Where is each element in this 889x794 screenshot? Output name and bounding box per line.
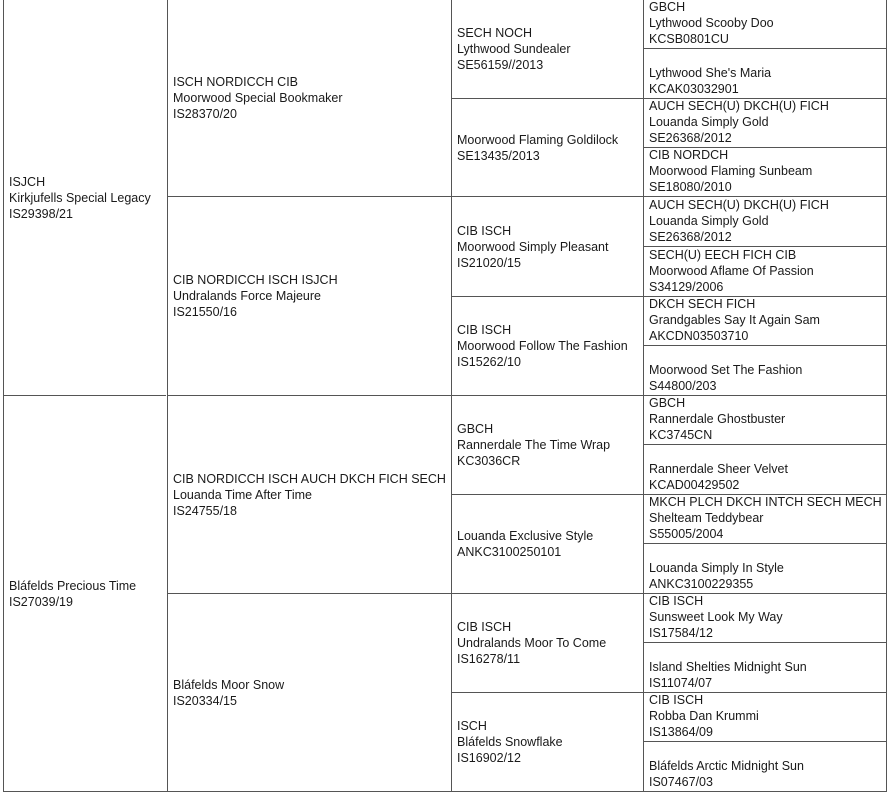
pedigree-cell: [452, 396, 643, 495]
dog-titles: [649, 49, 887, 65]
generation-2-column: [167, 0, 451, 791]
pedigree-cell: [644, 247, 887, 297]
pedigree-cell: [168, 594, 451, 791]
dog-titles: CIB NORDICCH ISCH AUCH DKCH FICH SECH: [173, 471, 446, 486]
dog-name: Louanda Simply In Style: [649, 561, 784, 575]
pedigree-cell: [168, 0, 451, 197]
pedigree-cell: [452, 99, 643, 197]
dog-titles: CIB ISCH: [457, 620, 512, 634]
dog-name: Moorwood Simply Pleasant: [457, 239, 609, 254]
generation-3-column: [451, 0, 643, 791]
dog-titles: SECH NOCH: [457, 26, 533, 40]
dog-name: Louanda Exclusive Style: [457, 529, 594, 543]
dog-registration: KCAK03032901: [649, 82, 739, 96]
dog-name: Lythwood Sundealer: [457, 42, 571, 56]
dog-registration: IS11074/07: [649, 676, 713, 690]
dog-titles: CIB ISCH: [457, 223, 512, 238]
dog-name: Rannerdale Ghostbuster: [649, 412, 786, 426]
pedigree-cell: [644, 148, 887, 197]
dog-titles: DKCH SECH FICH: [649, 297, 756, 311]
dog-name: Undralands Moor To Come: [457, 636, 607, 650]
dog-registration: KC3036CR: [457, 454, 521, 468]
dog-registration: SE56159//2013: [457, 58, 544, 72]
dog-name: Rannerdale Sheer Velvet: [649, 462, 788, 476]
generation-1-column: [4, 0, 166, 791]
dog-titles: AUCH SECH(U) DKCH(U) FICH: [649, 99, 829, 113]
dog-registration: ANKC3100250101: [457, 545, 562, 559]
dog-name: Moorwood Flaming Goldilock: [457, 132, 619, 147]
pedigree-cell: [168, 197, 451, 396]
pedigree-table: [3, 0, 887, 792]
dog-titles: ISCH NORDICCH CIB: [173, 75, 299, 89]
dog-name: Undralands Force Majeure: [173, 289, 321, 303]
dog-titles: CIB ISCH: [457, 323, 512, 337]
pedigree-cell-sire: [4, 0, 166, 396]
pedigree-cell: [644, 445, 887, 495]
dog-titles: MKCH PLCH DKCH INTCH SECH MECH: [649, 495, 882, 509]
dog-titles: CIB NORDCH: [649, 148, 729, 162]
pedigree-cell: [452, 197, 643, 297]
dog-registration: IS07467/03: [649, 775, 713, 789]
dog-name: Bláfelds Arctic Midnight Sun: [649, 759, 804, 773]
dog-name: Sunsweet Look My Way: [649, 610, 783, 624]
pedigree-cell-dam: [4, 396, 166, 791]
dog-titles: CIB ISCH: [649, 594, 704, 608]
pedigree-cell: [452, 495, 643, 594]
pedigree-cell: [644, 0, 887, 49]
pedigree-cell: [644, 544, 887, 594]
dog-titles: CIB ISCH: [649, 693, 704, 707]
dog-name: Louanda Time After Time: [173, 487, 312, 502]
pedigree-cell: [644, 197, 887, 247]
dog-titles: ISCH: [457, 719, 487, 733]
dog-registration: IS21550/16: [173, 305, 237, 319]
pedigree-cell: [452, 594, 643, 693]
pedigree-cell: [644, 742, 887, 791]
pedigree-cell: [644, 99, 887, 148]
dog-name: Moorwood Flaming Sunbeam: [649, 164, 813, 178]
pedigree-cell: [452, 693, 643, 791]
dog-registration: KCAD00429502: [649, 478, 740, 492]
dog-name: Lythwood Scooby Doo: [649, 16, 774, 30]
pedigree-cell: [644, 396, 887, 445]
pedigree-cell: [452, 0, 643, 99]
dog-name: Lythwood She's Maria: [649, 66, 772, 80]
dog-titles: GBCH: [649, 0, 686, 14]
dog-registration: S34129/2006: [649, 280, 724, 294]
dog-titles: [649, 544, 887, 560]
pedigree-cell: [644, 594, 887, 643]
pedigree-cell: [168, 396, 451, 594]
dog-name: Bláfelds Moor Snow: [173, 677, 285, 692]
dog-registration: IS16902/12: [457, 751, 521, 765]
dog-titles: [649, 742, 887, 758]
dog-registration: KC3745CN: [649, 428, 713, 442]
pedigree-cell: [644, 643, 887, 693]
dog-name: Robba Dan Krummi: [649, 709, 759, 723]
dog-registration: SE26368/2012: [649, 131, 732, 145]
dog-name: Kirkjufells Special Legacy: [9, 190, 151, 205]
dog-registration: IS17584/12: [649, 626, 713, 640]
dog-registration: S55005/2004: [649, 527, 724, 541]
dog-registration: ANKC3100229355: [649, 577, 754, 591]
dog-registration: SE18080/2010: [649, 180, 732, 194]
dog-titles: AUCH SECH(U) DKCH(U) FICH: [649, 198, 829, 212]
dog-name: Louanda Simply Gold: [649, 214, 769, 228]
dog-titles: GBCH: [649, 396, 686, 410]
dog-registration: KCSB0801CU: [649, 32, 729, 46]
dog-name: Moorwood Follow The Fashion: [457, 339, 628, 353]
dog-registration: IS13864/09: [649, 725, 713, 739]
dog-registration: IS15262/10: [457, 355, 521, 369]
dog-registration: AKCDN03503710: [649, 329, 749, 343]
dog-titles: SECH(U) EECH FICH CIB: [649, 248, 797, 262]
dog-registration: IS27039/19: [9, 594, 73, 609]
dog-registration: IS20334/15: [173, 693, 237, 708]
pedigree-cell: [452, 297, 643, 396]
dog-name: Grandgables Say It Again Sam: [649, 313, 820, 327]
dog-titles: [649, 445, 887, 461]
dog-name: Moorwood Special Bookmaker: [173, 91, 343, 105]
dog-name: Louanda Simply Gold: [649, 115, 769, 129]
dog-registration: IS28370/20: [173, 107, 237, 121]
dog-titles: [649, 643, 887, 659]
pedigree-cell: [644, 693, 887, 742]
dog-name: Moorwood Aflame Of Passion: [649, 264, 814, 278]
dog-titles: ISJCH: [9, 174, 46, 189]
generation-4-column: [643, 0, 887, 791]
dog-name: Moorwood Set The Fashion: [649, 363, 803, 377]
pedigree-cell: [644, 495, 887, 544]
dog-titles: [649, 346, 887, 362]
dog-name: Rannerdale The Time Wrap: [457, 438, 611, 452]
dog-registration: S44800/203: [649, 379, 717, 393]
dog-registration: IS29398/21: [9, 206, 73, 221]
dog-registration: IS16278/11: [457, 652, 521, 666]
pedigree-cell: [644, 297, 887, 346]
pedigree-cell: [644, 49, 887, 99]
dog-name: Bláfelds Snowflake: [457, 735, 563, 749]
dog-titles: CIB NORDICCH ISCH ISJCH: [173, 273, 338, 287]
dog-name: Bláfelds Precious Time: [9, 578, 137, 593]
dog-registration: IS24755/18: [173, 503, 237, 518]
dog-name: Shelteam Teddybear: [649, 511, 764, 525]
dog-registration: SE13435/2013: [457, 148, 540, 163]
pedigree-cell: [644, 346, 887, 396]
dog-name: Island Shelties Midnight Sun: [649, 660, 807, 674]
dog-titles: GBCH: [457, 422, 494, 436]
dog-registration: SE26368/2012: [649, 230, 732, 244]
dog-registration: IS21020/15: [457, 255, 521, 270]
